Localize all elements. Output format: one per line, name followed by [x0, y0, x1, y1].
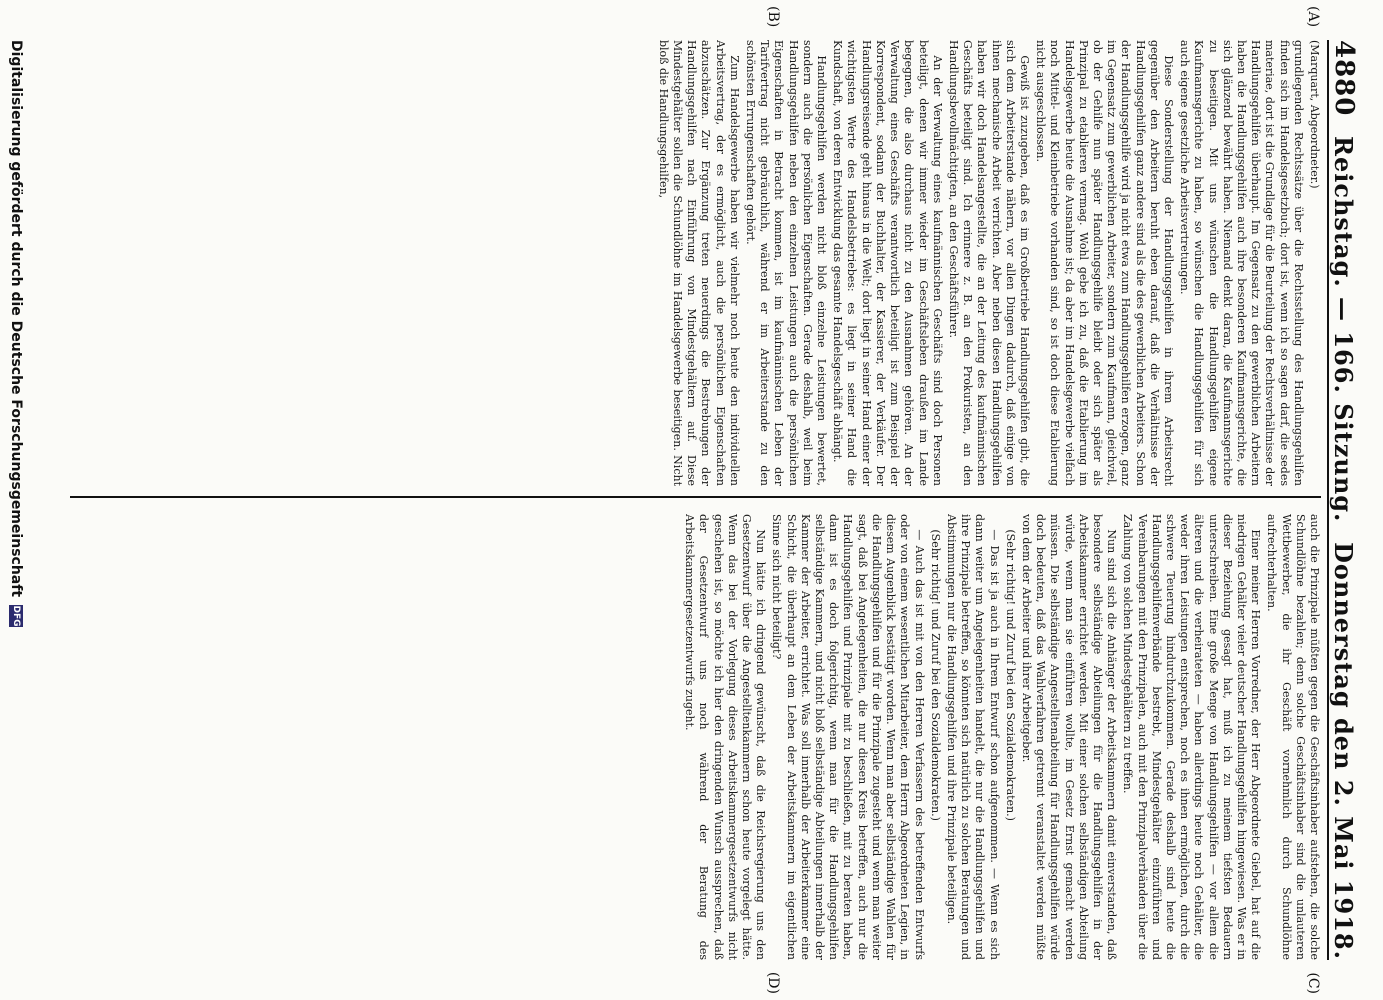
running-head: Reichstag. — 166. Sitzung. [1329, 136, 1358, 523]
margin-letter-a: (A) [1305, 6, 1321, 28]
paragraph: Diese Sonderstellung der Handlungsgehilfen in ihrem Arbeitsrecht gegenüber den Arbeitern beruht eben darauf, daß die Verhältnisse der Handlungsgehilfen ganz andere sind als die des gewerblichen Arbeiters. Schon der Handlungsgehilfe wird ja nicht etwa zum Handlungsgehilfen erzogen, ganz im Gegensatz zum gewerblichen Arbeiter, sondern zum Kaufmann, gleichviel, ob der Gehilfe nun später Handlungsgehilfe bleibt oder sich später als Prinzipal zu etablieren vermag. Wohl gebe ich zu, daß die Etablierung im Handelsgewerbe heute die Ausnahme ist; da aber im Handelsgewerbe vielfach noch Mittel- und Kleinbetriebe vorhanden sind, so ist doch diese Etablierung nicht ausgeschlossen. [1034, 40, 1175, 486]
digitization-credit [8, 40, 24, 627]
page-header [1327, 40, 1373, 960]
paragraph: — Das ist ja auch in Ihrem Entwurf schon aufgenommen. — Wenn es sich dann weiter um Angelegenheiten handelt, die nur die Handlungsgehilfen und ihre Prinzipale betreffen, so könnten sich natürlich zu solchen Beratungen und Abstimmungen nur die Handlungsgehilfen und ihre Prinzipale beteiligen. [944, 514, 1001, 960]
margin-letter-d: (D) [765, 971, 781, 994]
text-columns [70, 40, 1321, 960]
page-number: 4880 [1329, 40, 1359, 117]
credit-text: Digitalisierung gefördert durch die Deutsche Forschungsgemeinschaft [8, 40, 24, 598]
paragraph: — Auch das ist mit von den Herren Verfassern des betreffenden Entwurfs oder von einem wesentlichen Mitarbeiter, dem Herrn Abgeordneten Legien, in diesem Augenblick bestätigt worden. Wenn man aber selbständige Wahlen für die Handlungsgehilfen und für die Prinzipale zugesteht und wenn man weiter sagt, daß bei Angelegenheiten, die nur diesen Kreis betreffen, auch nur die Handlungsgehilfen und Prinzipale mit zu beschließen, mit zu beraten haben, dann ist es doch folgerichtig, wenn man für die Handlungsgehilfen selbständige Kammern, und nicht bloß selbständige Abteilungen innerhalb der Kammer der Arbeiter, errichtet. Was soll innerhalb der Arbeiterkammer eine Schicht, die überhaupt an dem Leben der Arbeitskammern im eigentlichen Sinne sich nicht beteiligt? [770, 514, 926, 960]
interjection: (Sehr richtig! und Zuruf bei den Sozialdemokraten.) [928, 529, 942, 821]
paragraph: Nun hätte ich dringend gewünscht, daß die Reichsregierung uns den Gesetzentwurf über die Angestelltenkammern schon heute vorgelegt hätte. Wenn das bei der Vorlegung dieses Arbeitskammergesetzentwurfs nicht geschehen ist, so möchte ich hier den dringenden Wunsch aussprechen, daß der Gesetzentwurf uns noch während der Beratung des Arbeitskammergesetzentwurfs zugeht. [683, 514, 768, 960]
left-column [70, 40, 1321, 496]
interjection: (Sehr richtig! und Zuruf bei den Sozialdemokraten.) [1003, 529, 1017, 821]
paragraph: Handlungsgehilfen werden nicht bloß einzelne Leistungen bewertet, sondern auch die persönlichen Eigenschaften. Gerade deshalb, weil beim Handlungsgehilfen neben den einzelnen Leistungen auch die persönlichen Eigenschaften in Betracht kommen, ist im kaufmännischen Leben der Tarifvertrag nicht gebräuchlich, während er im Arbeiterstande zu den schönsten Errungenschaften gehört. [744, 40, 829, 486]
paragraph: Einer meiner Herren Vorredner, der Herr Abgeordnete Giebel, hat auf die niedrigen Gehälter vieler deutscher Handlungsgehilfen hingewiesen. Was er in dieser Beziehung gesagt hat, muß ich zu meinem tiefsten Bedauern unterschreiben. Eine große Menge von Handlungsgehilfen — vor allem die älteren und die verheirateten — haben allerdings heute noch Gehälter, die weder ihren Leistungen entsprechen, noch es ihnen ermöglichen, durch die schwere Teuerung hindurchzukommen. Gerade deshalb sind heute die Handlungsgehilfenverbände bestrebt, Mindestgehälter einzuführen und Vereinbarungen mit den Prinzipalen, auch mit den Prinzipalverbänden über die Zahlung von solchen Mindestgehältern zu treffen. [1121, 514, 1263, 960]
dfg-logo-icon: DFG [11, 605, 21, 627]
paragraph: An der Verwaltung eines kaufmännischen Geschäfts sind doch Personen beteiligt, denen wir immer wieder im Geschäftsleben draußen im Lande begegnen, die also durchaus nicht zu den Ausnahmen gehören. An der Verwaltung eines Geschäfts verantwortlich beteiligt ist zum Beispiel der Korrespondent, sodann der Buchhalter, der Kassierer, der Verkäufer. Der Handlungsreisende geht hinaus in die Welt; dort liegt in seiner Hand einer der wichtigsten Werte des Handelsbetriebes: es liegt in seiner Hand die Kundschaft, von deren Entwicklung das gesamte Handelsgeschäft abhängt. [831, 40, 944, 486]
margin-letter-c: (C) [1305, 972, 1321, 994]
running-date: Donnerstag den 2. Mai 1918. [1329, 542, 1358, 960]
paragraph: Zum Handelsgewerbe haben wir vielmehr noch heute den individuellen Arbeitsvertrag, der es ermöglicht, auch die persönlichen Eigenschaften abzuschätzen. Zur Ergänzung treten neuerdings die Bestrebungen der Handlungsgehilfen nach Einführung von Mindestgehältern auf. Diese Mindestgehälter sollen die Schundlöhne im Handelsgewerbe beseitigen. Nicht bloß die Handlungsgehilfen, [656, 40, 741, 486]
paragraph: grundlegenden Rechtssätze über die Rechtsstellung des Handlungsgehilfen finden sich im Handelsgesetzbuch; dort ist, wenn ich so sagen darf, die sedes materiae, dort ist die Grundlage für die Beurteilung der Rechtsverhältnisse der Handlungsgehilfen überhaupt. Im Gegensatz zu den gewerblichen Arbeitern haben die Handlungsgehilfen auch ihre besonderen Kaufmannsgerichte, die sich glänzend bewährt haben. Niemand denkt daran, die Kaufmannsgerichte zu beseitigen. Mit uns wünschen die Handlungsgehilfen eigene Kaufmannsgerichte zu haben, so wünschen die Handlungsgehilfen für sich auch eigene gesetzliche Arbeitsvertretungen. [1178, 40, 1305, 486]
speaker-label: (Marquart, Abgeordneter.) [1308, 40, 1321, 189]
paragraph: Nun sind sich die Anhänger der Arbeitskammern damit einverstanden, daß besondere selbständige Abteilungen für die Handlungsgehilfen in der Arbeitskammer errichtet werden. Mit einer solchen selbständigen Abteilung würde, wenn man sie einführen wollte, im Gesetz Ernst gemacht werden müssen. Die selbständige Angestelltenabteilung für Handlungsgehilfen würde doch bedeuten, daß das Wahlverfahren getrennt veranstaltet werden müßte von dem der Arbeiter und ihrer Arbeitgeber. [1019, 514, 1119, 960]
margin-letter-b: (B) [765, 6, 781, 28]
paragraph: auch die Prinzipale müßten gegen die Geschäftsinhaber aufstehen, die solche Schundlöhne bezahlen; denn solche Geschäftsinhaber sind die unlauteren Wettbewerber, die ihr Geschäft vornehmlich durch Schundlöhne aufrechterhalten. [1265, 514, 1321, 960]
paragraph: Gewiß ist zuzugeben, daß es im Großbetriebe Handlungsgehilfen gibt, die sich dem Arbeiterstande nähern, vor allen Dingen dadurch, daß einige von ihnen mechanische Arbeit verrichten. Aber neben diesen Handlungsgehilfen haben wir doch Handelsangestellte, die an der Leitung des kaufmännischen Geschäfts beteiligt sind. Ich erinnere z. B. an den Prokuristen, an den Handlungsbevollmächtigten, an den Geschäftsführer. [946, 40, 1031, 486]
right-column [70, 498, 1321, 960]
